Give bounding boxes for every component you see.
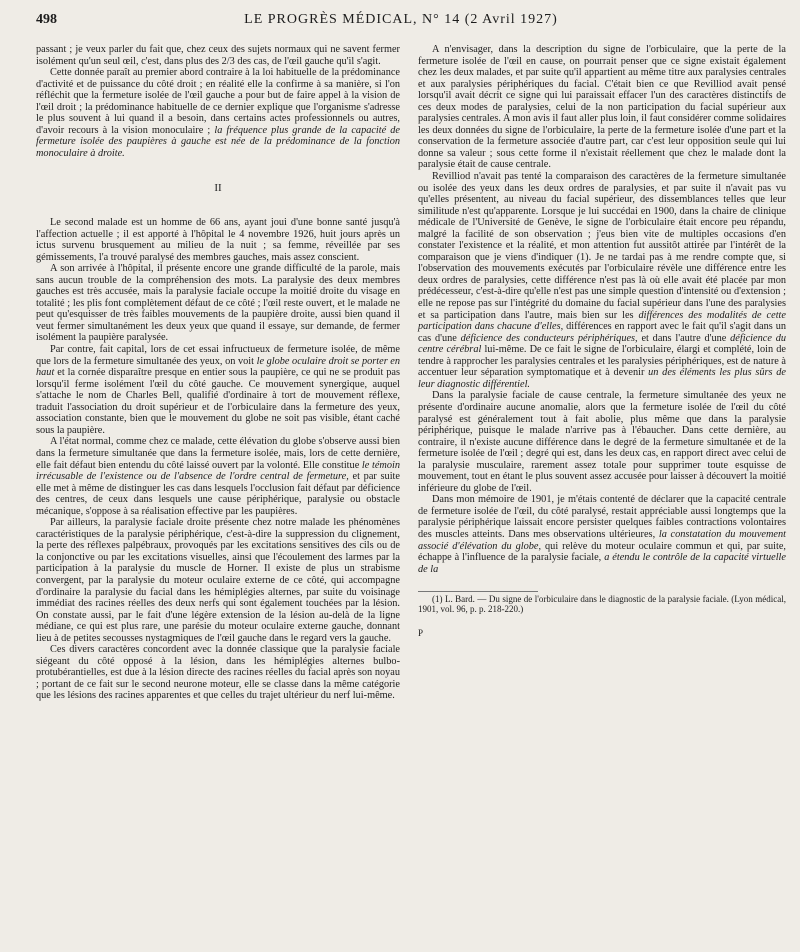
italic-text: la constatation du mouvement associé d'élévation du globe, — [418, 528, 786, 552]
paragraph: Par ailleurs, la paralysie faciale droite présente chez notre malade les phénomènes caractéristiques de la paralysie périphérique, c'est-à-dire la suppression du clignement, la perte des réflexes palpébraux, provoqués par les excitations sensitives des cils ou de la conjonctive ou par les excitations visuelles, ainsi que l'écoulement des larmes par la participation à la paralysie du muscle de Horner. Il existe de plus un strabisme convergent, par la paralysie du moteur oculaire externe de ce côté, qui accompagne d'ordinaire la paralysie du facial dans les hémiplégies alternes, par suite du voisinage immédiat des racines réelles des deux nerfs qui sont également touchées par la lésion. On constate aussi, par le fait d'une légère extension de la lésion au-delà de la ligne médiane, ce qui est plus rare, une parésie du moteur oculaire externe gauche, donnant lieu à de petites secousses nystagmiques de l'œil gauche dans le regard vers la gauche. — [36, 517, 400, 644]
page-header — [36, 12, 766, 30]
footnote: (1) L. Bard. — Du signe de l'orbiculaire dans le diagnostic de la paralysie faciale. (Lyon médical, 1901, vol. 96, p. p. 218-220.) — [418, 594, 786, 615]
italic-text: déficience du centre cérébral — [418, 332, 786, 356]
italic-text: différences des modalités de cette participation dans chacune d'elles, — [418, 309, 786, 333]
paragraph: A l'état normal, comme chez ce malade, cette élévation du globe s'observe aussi bien dans la fermeture simultanée que dans la fermeture isolée, mais, lors de cette dernière, elle fait défaut bien entendu du côté laissé ouvert par la volonté. Elle constitue le témoin irrécusable de l'existence ou de l'absence de l'ordre central de fermeture, et par suite elle met à même de distinguer les cas dans lesquels l'occlusion fait défaut par déficience des centres, de ceux dans lesquels une cause périphérique, paralysie ou obstacle mécanique, s'oppose à sa réalisation effective par les paupières. — [36, 436, 401, 517]
paragraph: Par contre, fait capital, lors de cet essai infructueux de fermeture isolée, de même que lors de la fermeture simultanée des yeux, on voit le globe oculaire droit se porter en haut et la cornée disparaître presque en entier sous la paupière, ce qui ne se produit pas lorsqu'il ferme isolément l'œil du côté gauche. Ce mouvement synergique, auquel s'attache le nom de Charles Bell, qualifié d'ordinaire à tort de mouvement réflexe, traduit l'association du droit supérieur et de l'orbiculaire dans la fermeture des yeux, association constante, bien que le mouvement du globe ne soit pas visible, étant caché sous la paupière. — [36, 344, 401, 436]
italic-text: un des éléments les plus sûrs de leur diagnostic différentiel. — [418, 367, 786, 390]
page-number: 498 — [36, 12, 57, 27]
footnote-rule — [418, 591, 538, 592]
section-number: II — [214, 182, 222, 195]
paragraph: Dans mon mémoire de 1901, je m'étais contenté de déclarer que la capacité centrale de fermeture isolée de l'œil, du côté paralysé, restait appréciable aussi longtemps que la paralysie périphérique laissait encore persister quelques faibles contractions volontaires des muscles atteints. Dans mes observations ultérieures, la constatation du mouvement associé d'élévation du globe, qui relève du moteur oculaire commun et qui, par suite, échappe à l'influence de la paralysie faciale, a étendu le contrôle de la capacité virtuelle de la — [418, 494, 786, 575]
left-column — [36, 44, 400, 702]
italic-text: la fréquence plus grande de la capacité de fermeture isolée des paupières à gauche est née de la prédominance de la fonction monoculaire à droite. — [36, 124, 400, 159]
paragraph: Dans la paralysie faciale de cause centrale, la fermeture simultanée des yeux ne présente d'ordinaire aucune anomalie, alors que la fermeture isolée de l'œil du côté paralysé est généralement tout à fait abolie, plus même que dans la paralysie périphérique, puisque le malade n'arrive pas à l'ébaucher. Dans cette dernière, au contraire, il n'existe aucune différence dans le degré de la fermeture simultanée et de la fermeture isolée de l'œil ; degré qui est, dans les deux cas, en rapport direct avec celui de la paralysie musculaire, rarement assez totale pour supprimer toute esquisse de mouvement, tout en étant le plus souvent assez accusée pour laisser à découvert la moitié inférieure du globe de l'œil. — [418, 390, 786, 494]
paragraph: Cette donnée paraît au premier abord contraire à la loi habituelle de la prédominance d'activité et de puissance du côté droit ; en réalité elle la confirme à sa manière, si l'on réfléchit que la fermeture isolée de l'œil gauche a pour but de faire appel à la vision de l'œil droit ; la prédominance habituelle de ce dernier explique que l'organisme s'adresse le plus souvent à lui quand il a besoin, dans certains actes professionnels ou autres, d'avoir recours à la vision monoculaire ; la fréquence plus grande de la capacité de fermeture isolée des paupières à gauche est née de la prédominance de la fonction monoculaire à droite. — [36, 67, 400, 159]
paragraph: A n'envisager, dans la description du signe de l'orbiculaire, que la perte de la fermeture isolée de l'œil en cause, on pourrait penser que ce signe existait également chez les deux malades, et par suite qu'il appartient au même titre aux paralysies centrales et aux paralysies périphériques du facial. C'était bien ce que Revilliod avait pensé lorsqu'il avait décrit ce signe qui lui paraissait effacer l'un des caractères distinctifs de ces deux modes de paralysies, celui de la non participation du facial supérieur aux paralysies centrales. A mon avis il faut aller plus loin, il faut considérer comme solidaires les deux données du signe de l'orbiculaire, la perte de la fermeture isolée d'une part et la conservation de la fermeture associée d'autre part, car c'est leur opposition seule qui lui donne sa valeur ; sous cette forme il n'existait réellement que chez le malade dont la paralysie était de cause centrale. — [418, 44, 786, 171]
running-title: LE PROGRÈS MÉDICAL, N° 14 (2 Avril 1927) — [244, 12, 558, 27]
italic-text: déficience des conducteurs périphériques, — [460, 332, 638, 344]
page-mark: P — [418, 628, 424, 639]
paragraph: passant ; je veux parler du fait que, chez ceux des sujets normaux qui ne savent fermer isolément qu'un seul œil, c'est, dans plus des 2/3 des cas, de l'œil gauche qu'il s'agit. — [36, 44, 400, 67]
paragraph: Revilliod n'avait pas tenté la comparaison des caractères de la fermeture simultanée ou isolée des yeux dans les deux ordres de paralysies, et par suite il n'avait pas vu qu'elles présentent, au niveau du facial supérieur, des dissemblances telles que leur similitude n'est qu'apparente. Lorsque je lui succédai en 1900, dans la chaire de clinique médicale de l'Université de Genève, le signe de l'orbiculaire était encore peu répandu, malgré la facilité de son observation ; j'eus bien vite de multiples occasions d'en constater l'existence et la réalité, et mon attention fut aussitôt attirée par l'intérêt de la comparaison que je viens d'indiquer (1). Je ne tardai pas à me rendre compte que, si l'observation des mouvements exécutés par l'orbiculaire révèle une différence entre les deux ordres de paralysies, cette différence n'est pas là où elle avait été placée par mon prédécesseur, c'est-à-dire qu'elle n'est pas une simple question d'intensité ou d'extension ; elle ne repose pas sur l'intégrité du domaine du facial supérieur dans l'une des paralysies et sa participation dans l'autre, mais bien sur les différences des modalités de cette participation dans chacune d'elles, différences en rapport avec le fait qu'il s'agit dans un cas d'une déficience des conducteurs périphériques, et dans l'autre d'une déficience du centre cérébral lui-même. De ce fait le signe de l'orbiculaire, élargi et complété, loin de tendre à rapprocher les paralysies centrales et les paralysies périphériques, est de nature à accentuer leur séparation symptomatique et à devenir un des éléments les plus sûrs de leur diagnostic différentiel. — [418, 171, 787, 390]
paragraph: Le second malade est un homme de 66 ans, ayant joui d'une bonne santé jusqu'à l'affection actuelle ; il est apporté à l'hôpital le 4 novembre 1926, huit jours après un ictus survenu brusquement au milieu de la nuit ; sa femme, réveillée par ses gémissements, l'a trouvé paralysé des membres gauches, mais assez conscient. — [36, 217, 400, 263]
right-column — [418, 44, 786, 640]
italic-text: le témoin irrécusable de l'existence ou de l'absence de l'ordre central de fermeture, — [36, 459, 401, 483]
italic-text: a étendu le contrôle de la capacité virtuelle de la — [418, 552, 786, 575]
paragraph: Ces divers caractères concordent avec la donnée classique que la paralysie faciale siégeant du côté opposé à la lésion, dans les hémiplégies alternes bulbo-protubérantielles, est due à la lésion directe des racines réelles du facial après son noyau ; portant de ce fait sur le second neurone moteur, elle se classe dans la même catégorie que les lésions des racines apparentes et que celles du trajet ultérieur du nerf lui-même. — [36, 644, 400, 702]
italic-text: le globe oculaire droit se porter en haut — [36, 355, 401, 379]
paragraph: A son arrivée à l'hôpital, il présente encore une grande difficulté de la parole, mais sans aucun trouble de la compréhension des mots. La paralysie des deux membres gauches est très accusée, mais la paralysie faciale occupe la moitié droite du visage en totalité ; les plis font complètement défaut de ce côté ; l'œil reste ouvert, et le malade ne peut qu'esquisser de très faibles mouvements de la paupière droite, aussi bien quand il veut fermer simultanément les deux yeux que quand il essaye, sur demande, de fermer isolément la paupière paralysée. — [36, 263, 400, 344]
